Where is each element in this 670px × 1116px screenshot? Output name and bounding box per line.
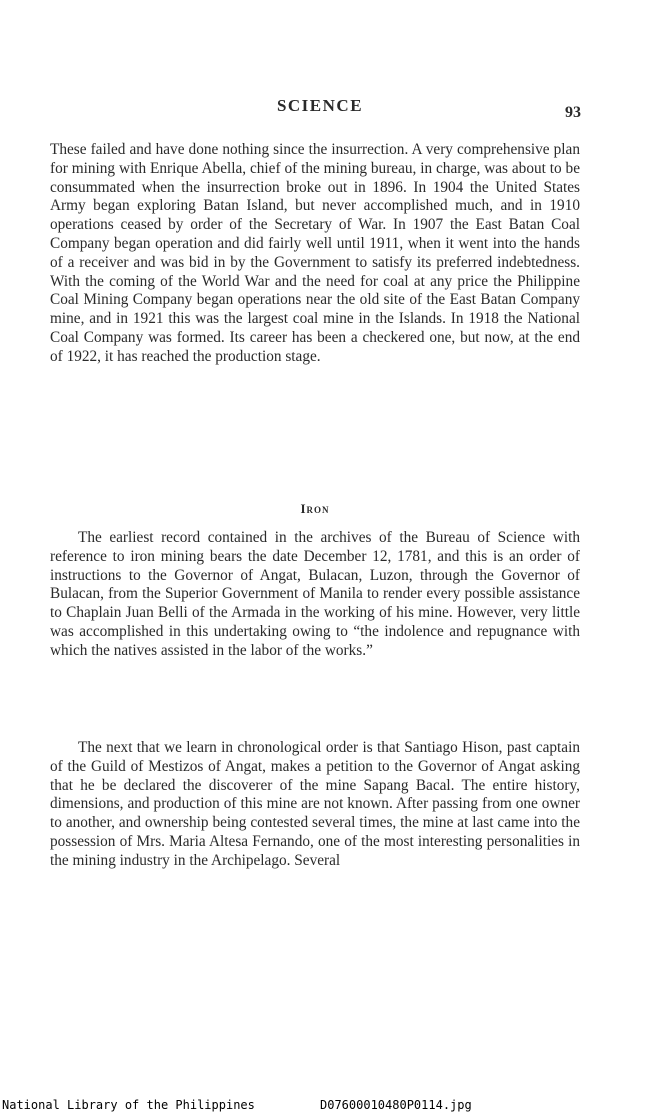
running-head (0, 96, 670, 120)
scan-filename: D07600010480P0114.jpg (320, 1098, 472, 1112)
library-credit: National Library of the Philippines (2, 1098, 255, 1112)
paragraph-text: These failed and have done nothing since the insurrection. A very comprehensive plan for mining with Enrique Abella, chief of the mining bureau, in charge, was about to be consummated when the insurrection broke out in 1896. In 1904 the United States Army began exploring Batan Island, but never accomplished much, and in 1910 operations ceased by order of the Secretary of War. In 1907 the East Batan Coal Company began operation and did fairly well until 1911, when it went into the hands of a receiver and was bid in by the Government to satisfy its preferred indebtedness. With the coming of the World War and the need for coal at any price the Philippine Coal Mining Company began operations near the old site of the East Batan Company mine, and in 1921 this was the largest coal mine in the Islands. In 1918 the National Coal Company was formed. Its career has been a checkered one, but now, at the end of 1922, it has reached the production stage. (50, 141, 580, 365)
page-number: 93 (565, 104, 581, 121)
body-paragraph-3 (50, 739, 580, 871)
body-paragraph-2 (50, 529, 580, 661)
paragraph-text: The next that we learn in chronological order is that Santiago Hison, past captain of the Guild of Mestizos of Angat, makes a petition to the Governor of Angat asking that he be declared the discoverer of the mine Sapang Bacal. The entire history, dimensions, and production of this mine are not known. After passing from one owner to another, and ownership being contested several times, the mine at last came into the possession of Mrs. Maria Altesa Fernando, one of the most interesting personalities in the mining industry in the Archipelago. Several (50, 739, 580, 869)
paragraph-text: The earliest record contained in the archives of the Bureau of Science with reference to iron mining bears the date December 12, 1781, and this is an order of instructions to the Governor of Angat, Bulacan, Luzon, through the Governor of Bulacan, from the Superior Government of Manila to render every possible assistance to Chaplain Juan Belli of the Armada in the working of his mine. However, very little was accomplished in this undertaking owing to “the indolence and repugnance with which the natives assisted in the labor of the works.” (50, 529, 580, 659)
body-paragraph-1 (50, 141, 580, 367)
section-heading: Iron (300, 501, 330, 516)
scan-footer (0, 1098, 670, 1116)
running-title: SCIENCE (276, 96, 364, 115)
